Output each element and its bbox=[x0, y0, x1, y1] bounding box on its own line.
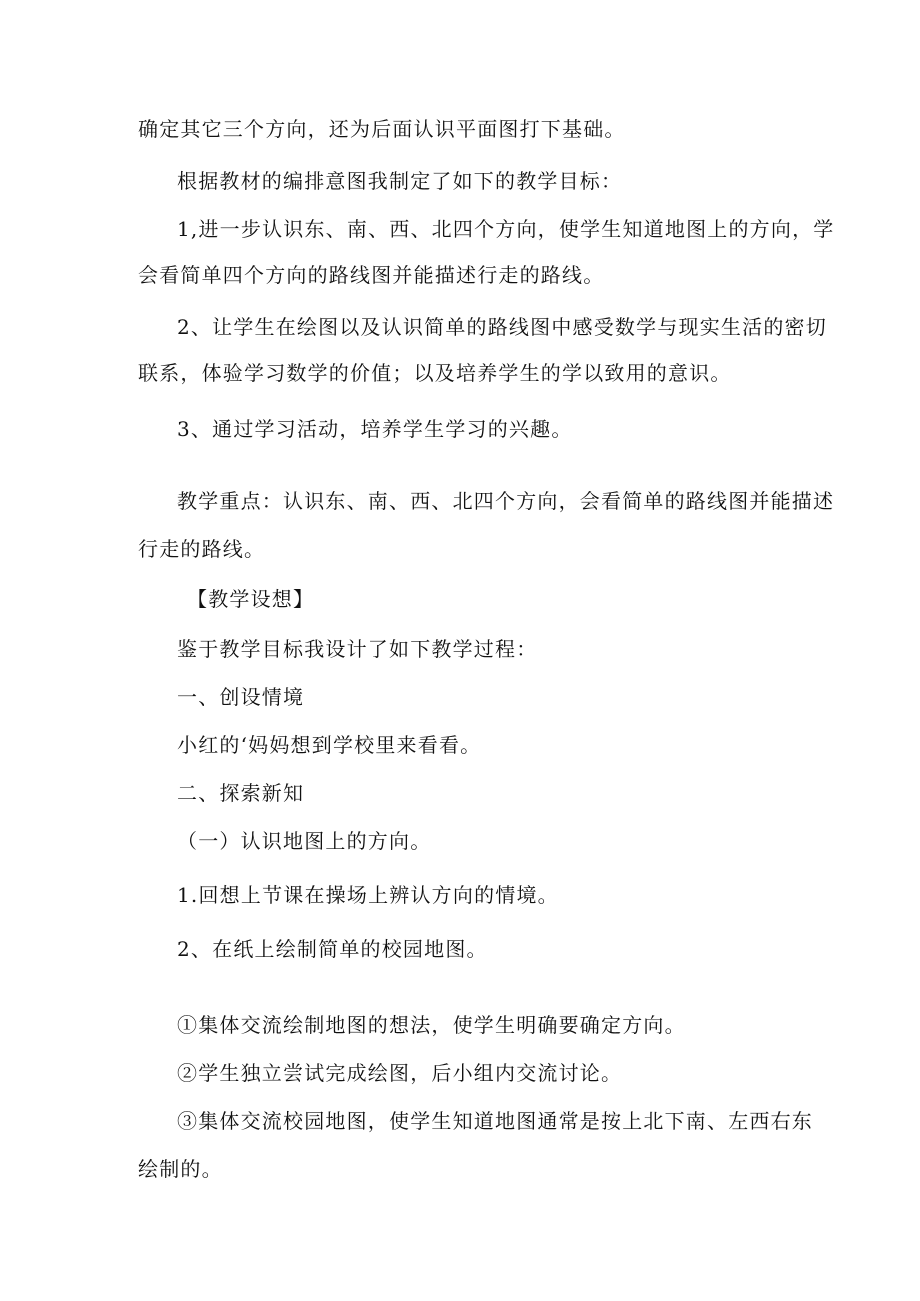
section-heading: 一、创设情境 bbox=[177, 685, 305, 709]
paragraph-line: 小红的‘妈妈想到学校里来看看。 bbox=[177, 733, 482, 757]
subsection-heading: （一）认识地图上的方向。 bbox=[177, 829, 432, 853]
goal-2-line: 联系，体验学习数学的价值；以及培养学生的学以致用的意识。 bbox=[138, 361, 732, 385]
key-point-line: 教学重点：认识东、南、西、北四个方向，会看简单的路线图并能描述 bbox=[177, 489, 835, 513]
goal-1-line: 1,进一步认识东、南、西、北四个方向，使学生知道地图上的方向，学 bbox=[177, 217, 835, 241]
goal-1-line: 会看简单四个方向的路线图并能描述行走的路线。 bbox=[138, 263, 605, 287]
step-line: 1.回想上节课在操场上辨认方向的情境。 bbox=[177, 883, 559, 907]
substep-line: ③集体交流校园地图，使学生知道地图通常是按上北下南、左西右东 bbox=[177, 1109, 813, 1133]
paragraph-line: 鉴于教学目标我设计了如下教学过程： bbox=[177, 637, 538, 661]
substep-line: ②学生独立尝试完成绘图，后小组内交流讨论。 bbox=[177, 1061, 623, 1085]
goal-2-line: 2、让学生在绘图以及认识简单的路线图中感受数学与现实生活的密切 bbox=[177, 315, 827, 339]
goal-3-line: 3、通过学习活动，培养学生学习的兴趣。 bbox=[177, 417, 573, 441]
substep-line: ①集体交流绘制地图的想法，使学生明确要确定方向。 bbox=[177, 1013, 686, 1037]
section-heading: 二、探索新知 bbox=[177, 781, 305, 805]
substep-line: 绘制的。 bbox=[138, 1157, 223, 1181]
step-line: 2、在纸上绘制简单的校园地图。 bbox=[177, 937, 488, 961]
paragraph-line: 确定其它三个方向，还为后面认识平面图打下基础。 bbox=[138, 117, 626, 141]
key-point-line: 行走的路线。 bbox=[138, 537, 266, 561]
section-heading: 【教学设想】 bbox=[187, 587, 315, 611]
paragraph-line: 根据教材的编排意图我制定了如下的教学目标： bbox=[177, 169, 623, 193]
